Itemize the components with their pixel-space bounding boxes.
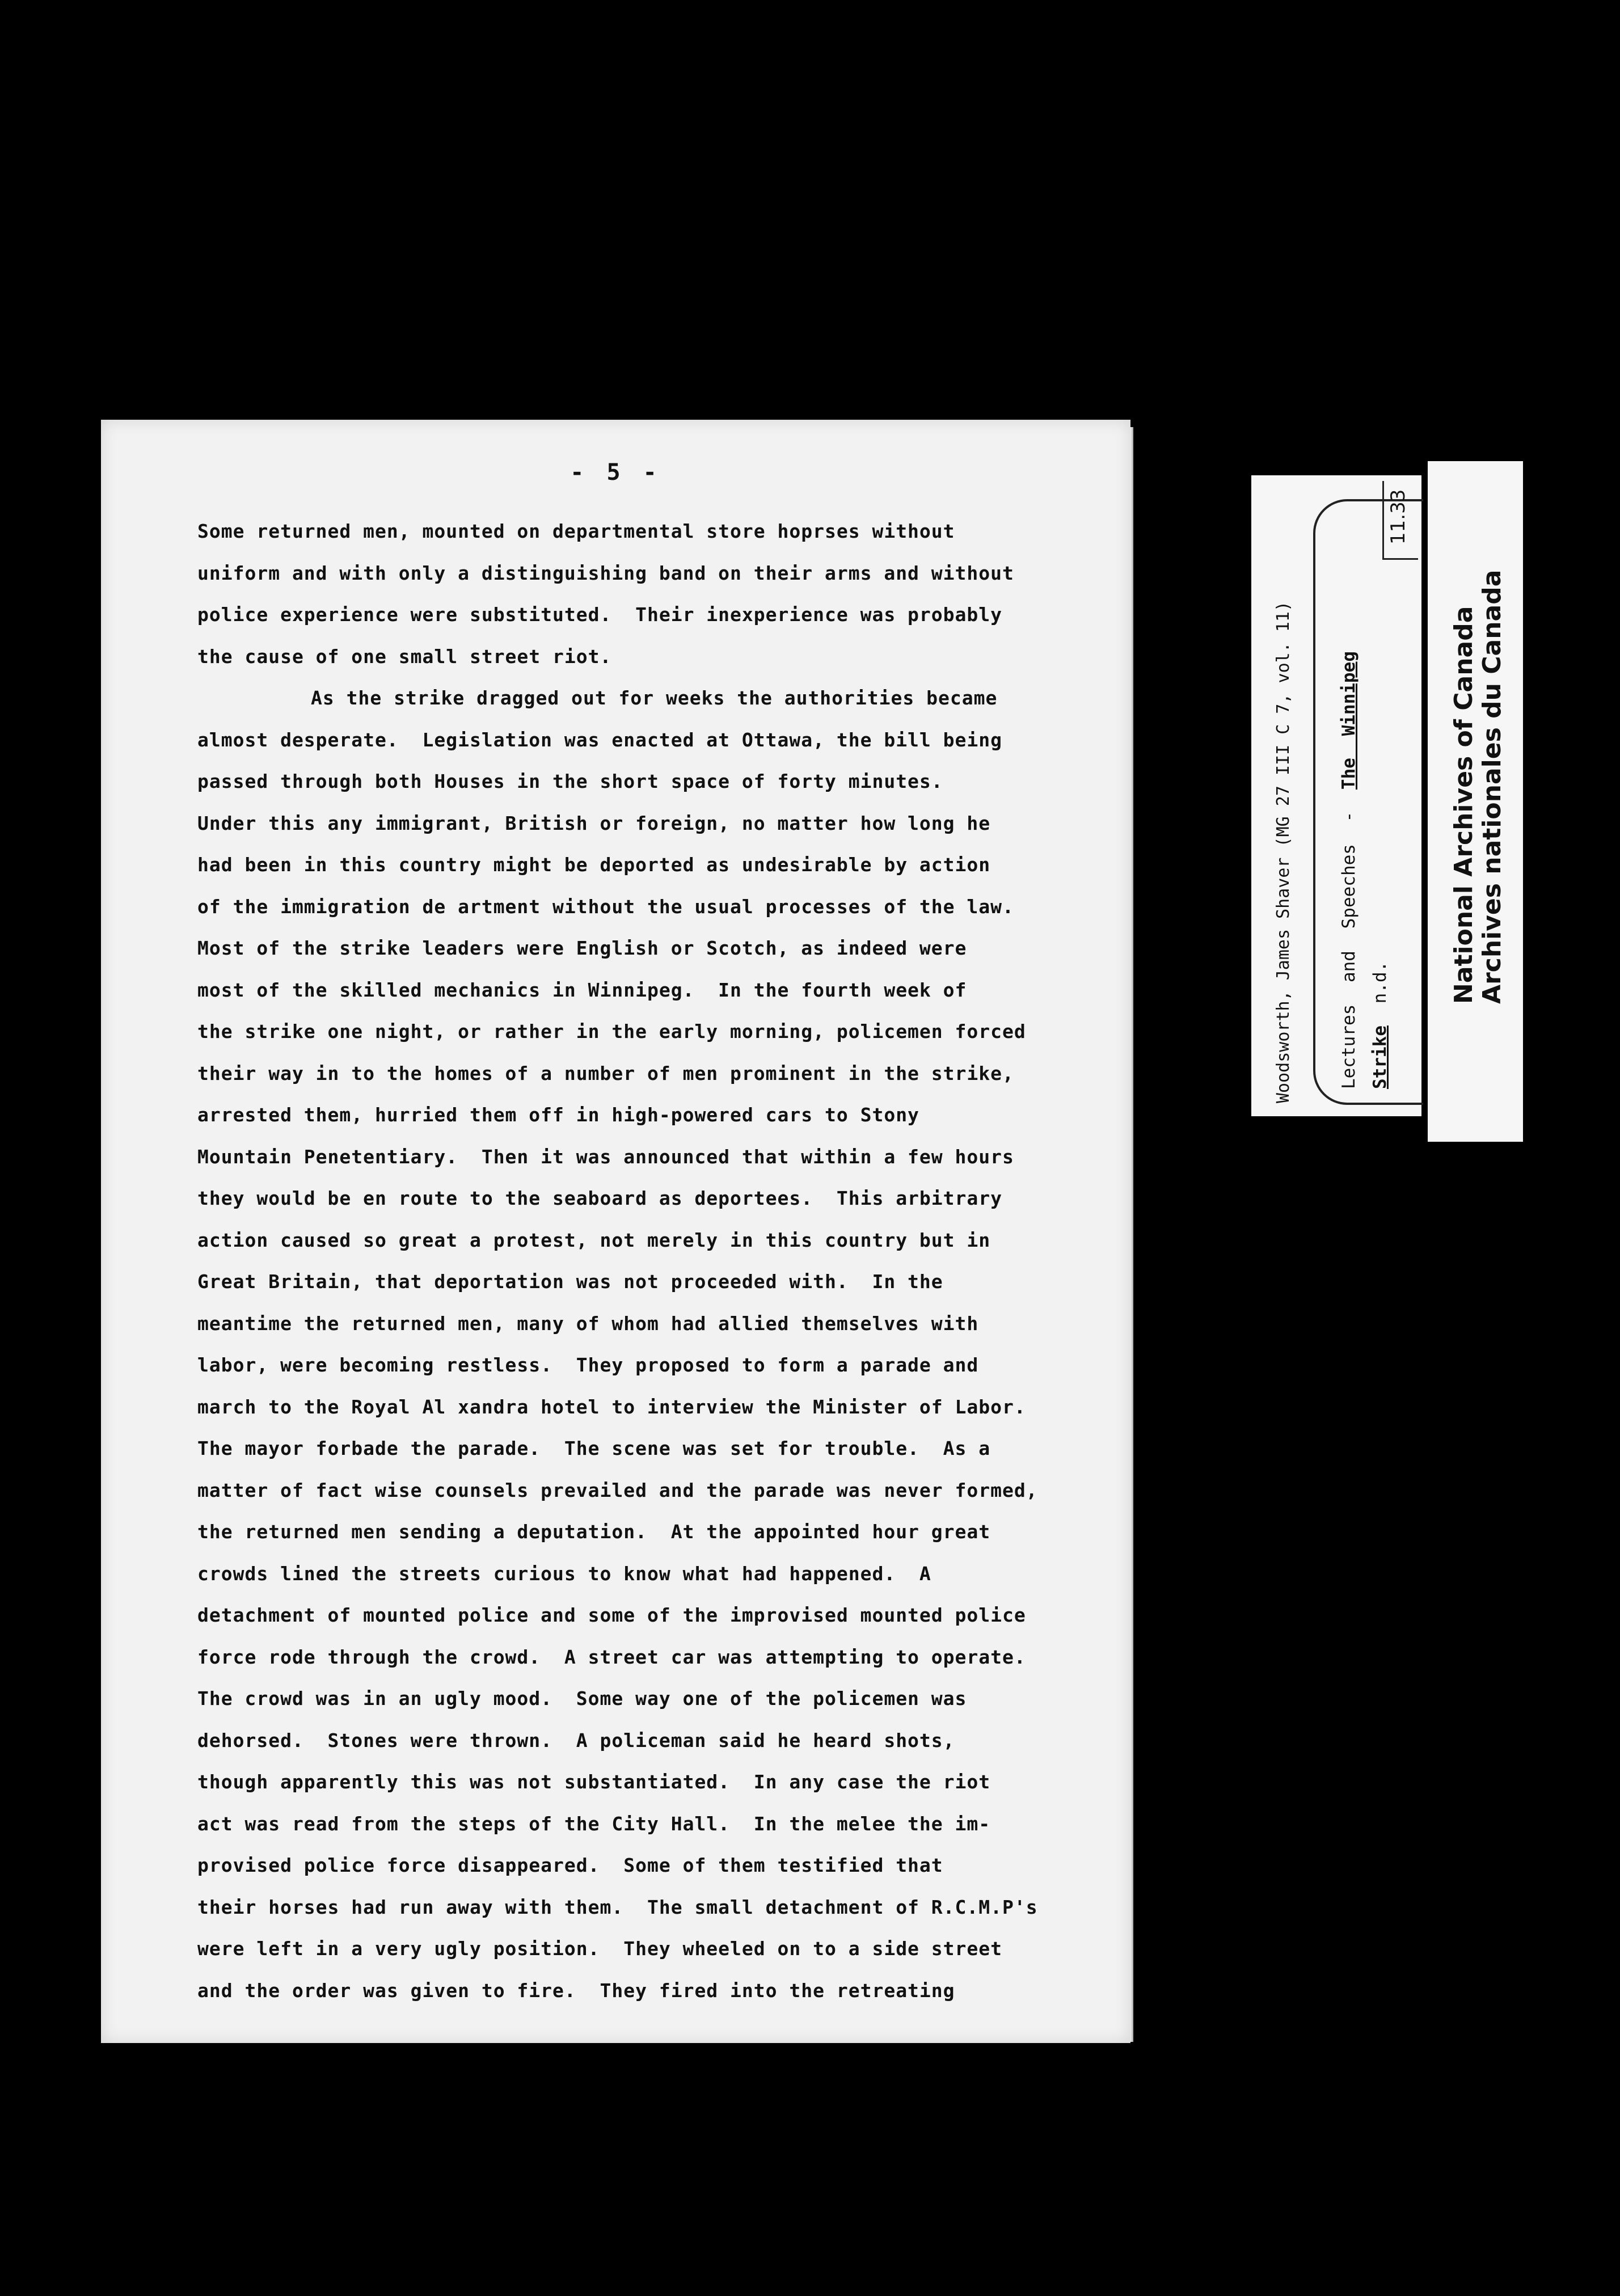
typed-text-body [197,510,1105,2011]
desc-date: n.d. [1370,961,1390,1026]
text-line: most of the skilled mechanics in Winnipeg. In the fourth week of [197,978,967,1001]
text-line: had been in this country might be deported as undesirable by action [197,854,991,876]
item-code: 11.33 [1387,489,1410,545]
fonds-reference: Woodsworth, James Shaver (MG 27 III C 7, vol. 11) [1273,601,1293,1103]
text-line: Mountain Penetentiary. Then it was announced that within a few hours [197,1145,1014,1168]
text-line: almost desperate. Legislation was enacted at Ottawa, the bill being [197,728,1003,751]
text-line: they would be en route to the seaboard as deportees. This arbitrary [197,1187,1003,1209]
archives-name-en: National Archives of Canada [1449,606,1478,1004]
desc-part-a: Lectures and Speeches - [1339,790,1359,1089]
text-line: detachment of mounted police and some of the improvised mounted police [197,1604,1026,1626]
label-tab-outline [1313,499,1423,1105]
text-line: The crowd was in an ugly mood. Some way one of the policemen was [197,1687,967,1710]
text-line: labor, were becoming restless. They proposed to form a parade and [197,1354,979,1376]
text-line: As the strike dragged out for weeks the authorities became [311,687,998,709]
archives-name-fr: Archives nationales du Canada [1478,569,1507,1004]
text-line: Under this any immigrant, British or foreign, no matter how long he [197,812,991,834]
text-line: Some returned men, mounted on departmental store hoprses without [197,520,955,542]
text-line: meantime the returned men, many of whom had allied themselves with [197,1312,979,1335]
desc-strike: Strike [1370,1025,1390,1089]
text-line: The mayor forbade the parade. The scene was set for trouble. As a [197,1437,991,1459]
text-line: though apparently this was not substantiated. In any case the riot [197,1771,991,1793]
item-description-line1 [1339,651,1359,1089]
document-page [101,420,1130,2043]
text-line: passed through both Houses in the short space of forty minutes. [197,770,943,792]
text-line: force rode through the crowd. A street car was attempting to operate. [197,1645,1026,1668]
text-line: their way in to the homes of a number of men prominent in the strike, [197,1062,1014,1084]
text-line: of the immigration de artment without the usual processes of the law. [197,895,1014,918]
text-line: act was read from the steps of the City Hall. In the melee the im- [197,1812,991,1835]
page-number: - 5 - [570,459,661,486]
text-line: police experience were substituted. Their inexperience was probably [197,603,1003,626]
text-line: uniform and with only a distinguishing band on their arms and without [197,562,1014,584]
text-line: provised police force disappeared. Some of them testified that [197,1854,943,1876]
text-line: dehorsed. Stones were thrown. A policeman said he heard shots, [197,1729,955,1751]
item-description-line2 [1370,961,1390,1089]
text-line: their horses had run away with them. The small detachment of R.C.M.P's [197,1896,1038,1918]
text-line: march to the Royal Al xandra hotel to interview the Minister of Labor. [197,1395,1026,1418]
text-line: action caused so great a protest, not merely in this country but in [197,1229,991,1251]
text-line: matter of fact wise counsels prevailed and the parade was never formed, [197,1479,1038,1501]
text-line: the strike one night, or rather in the early morning, policemen forced [197,1020,1026,1043]
text-line: the cause of one small street riot. [197,645,612,668]
text-line: were left in a very ugly position. They wheeled on to a side street [197,1938,1003,1960]
text-line: and the order was given to fire. They fired into the retreating [197,1979,955,2002]
text-line: arrested them, hurried them off in high-powered cars to Stony [197,1104,919,1126]
desc-part-b: The Winnipeg [1339,651,1359,790]
text-line: Most of the strike leaders were English or Scotch, as indeed were [197,937,967,959]
text-line: crowds lined the streets curious to know what had happened. A [197,1562,931,1585]
text-line: the returned men sending a deputation. At the appointed hour great [197,1521,991,1543]
text-line: Great Britain, that deportation was not proceeded with. In the [197,1271,943,1293]
